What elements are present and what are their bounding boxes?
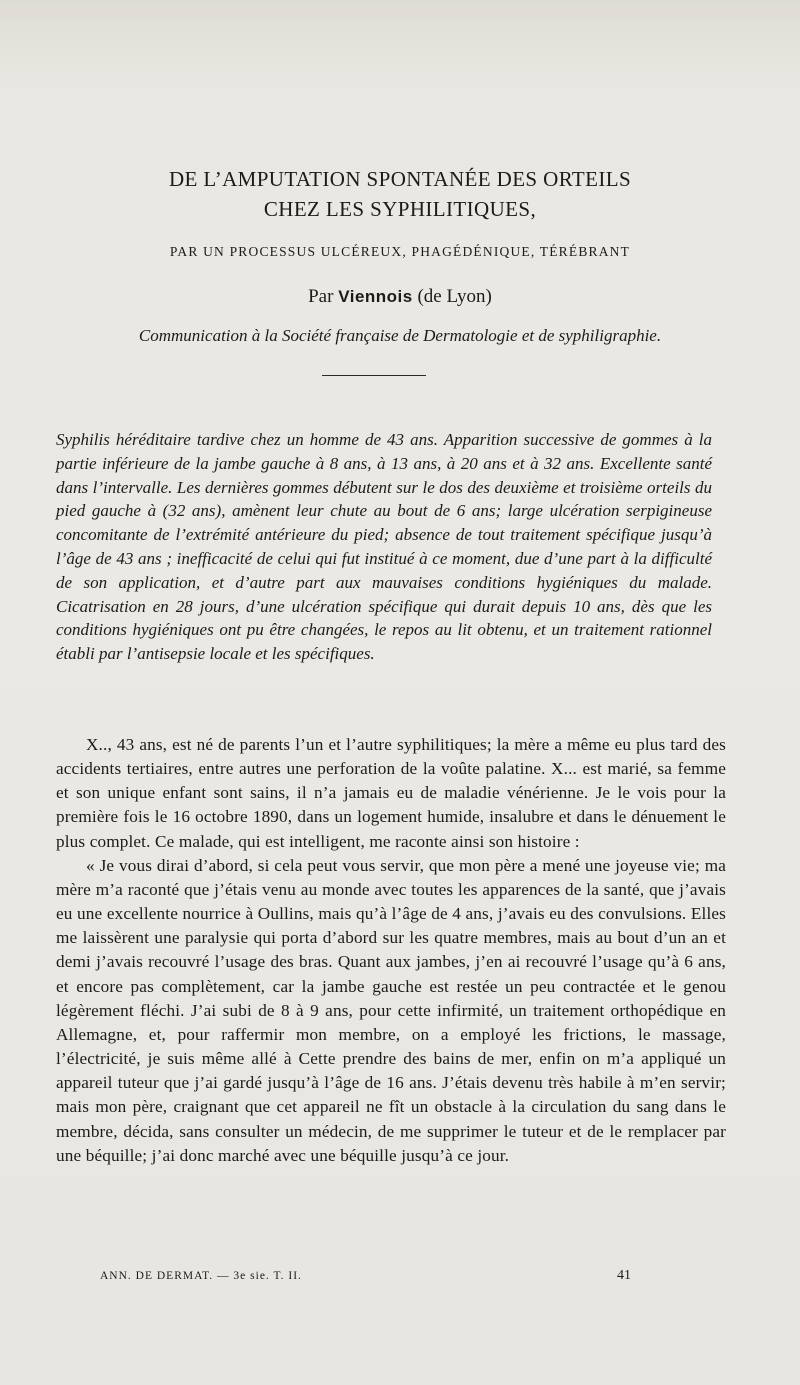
body-paragraph-2: « Je vous dirai d’abord, si cela peut vous servir, que mon père a mené une joyeuse vie; ma mère m’a raconté que j’étais venu au monde avec toutes les apparences de la santé, que j’avais eu une excellente nourrice à Oullins, mais qu’à l’âge de 4 ans, j’avais eu des convulsions. Elles me laissèrent une paralysie qui porta d’abord sur les quatre membres, mais au bout d’un an et demi j’avais recouvré l’usage des bras. Quant aux jambes, j’en ai recouvré l’usage qu’à 6 ans, et encore pas complètement, car la jambe gauche est restée un peu contractée et le genou légèrement fléchi. J’ai subi de 8 à 9 ans, pour cette infirmité, un traitement orthopédique en Allemagne, et, pour raffermir mon membre, on a employé les frictions, le massage, l’électricité, je suis même allé à Cette prendre des bains de mer, enfin on m’a appliqué un appareil tuteur que j’ai gardé jusqu’à l’âge de 16 ans. J’étais devenu très habile à m’en servir; mais mon père, craignant que cet appareil ne fît un obstacle à la circulation du sang dans le membre, décida, sans consulter un médecin, de me supprimer le tuteur et de le remplacer par une béquille; j’ai donc marché avec une béquille jusqu’à ce jour.: [56, 855, 726, 1165]
title-line-1: DE L’AMPUTATION SPONTANÉE DES ORTEILS: [168, 167, 632, 191]
article-subtitle: PAR UN PROCESSUS ULCÉREUX, PHAGÉDÉNIQUE, TÉRÉBRANT: [169, 244, 631, 259]
author-line: [0, 286, 800, 308]
article-title: [0, 164, 800, 224]
case-summary: [56, 428, 712, 666]
author-name: Viennois: [338, 287, 413, 306]
section-divider: [322, 375, 426, 376]
author-prefix: Par: [308, 286, 339, 307]
body-text: [56, 733, 726, 1168]
summary-text: Syphilis héréditaire tardive chez un homme de 43 ans. Apparition successive de gommes à la partie inférieure de la jambe gauche à 8 ans, à 13 ans, à 20 ans et à 32 ans. Excellente santé dans l’intervalle. Les dernières gommes débutent sur le dos des deuxième et troisième orteils du pied gauche à (32 ans), amènent leur chute au bout de 6 ans; large ulcération serpigineuse concomitante de l’extrémité antérieure du pied; absence de tout traitement spécifique jusqu’à l’âge de 43 ans ; inefficacité de celui qui fut institué à ce moment, due d’une part à la difficulté de son application, et d’autre part aux mauvaises conditions hygiéniques du malade. Cicatrisation en 28 jours, d’une ulcération spécifique qui durait depuis 10 ans, dès que les conditions hygiéniques ont pu être changées, le repos au lit obtenu, et un traitement rationnel établi par l’antisepsie locale et les spécifiques.: [56, 430, 712, 664]
communication-note: Communication à la Société française de Dermatologie et de syphiligraphie.: [138, 326, 662, 345]
running-foot: ANN. DE DERMAT. — 3e sie. T. II.: [100, 1270, 302, 1282]
body-paragraph-1: X.., 43 ans, est né de parents l’un et l’autre syphilitiques; la mère a même eu plus tard des accidents tertiaires, entre autres une perforation de la voûte palatine. X... est marié, sa femme et son unique enfant sont sains, il n’a jamais eu de maladie vénérienne. Je le vois pour la première fois le 16 octobre 1890, dans un logement humide, insalubre et dans le dénuement le plus complet. Ce malade, qui est intelligent, me raconte ainsi son histoire :: [56, 735, 726, 851]
author-suffix: (de Lyon): [412, 286, 492, 307]
page-number: 41: [617, 1268, 631, 1283]
title-line-2: CHEZ LES SYPHILITIQUES,: [263, 197, 537, 221]
